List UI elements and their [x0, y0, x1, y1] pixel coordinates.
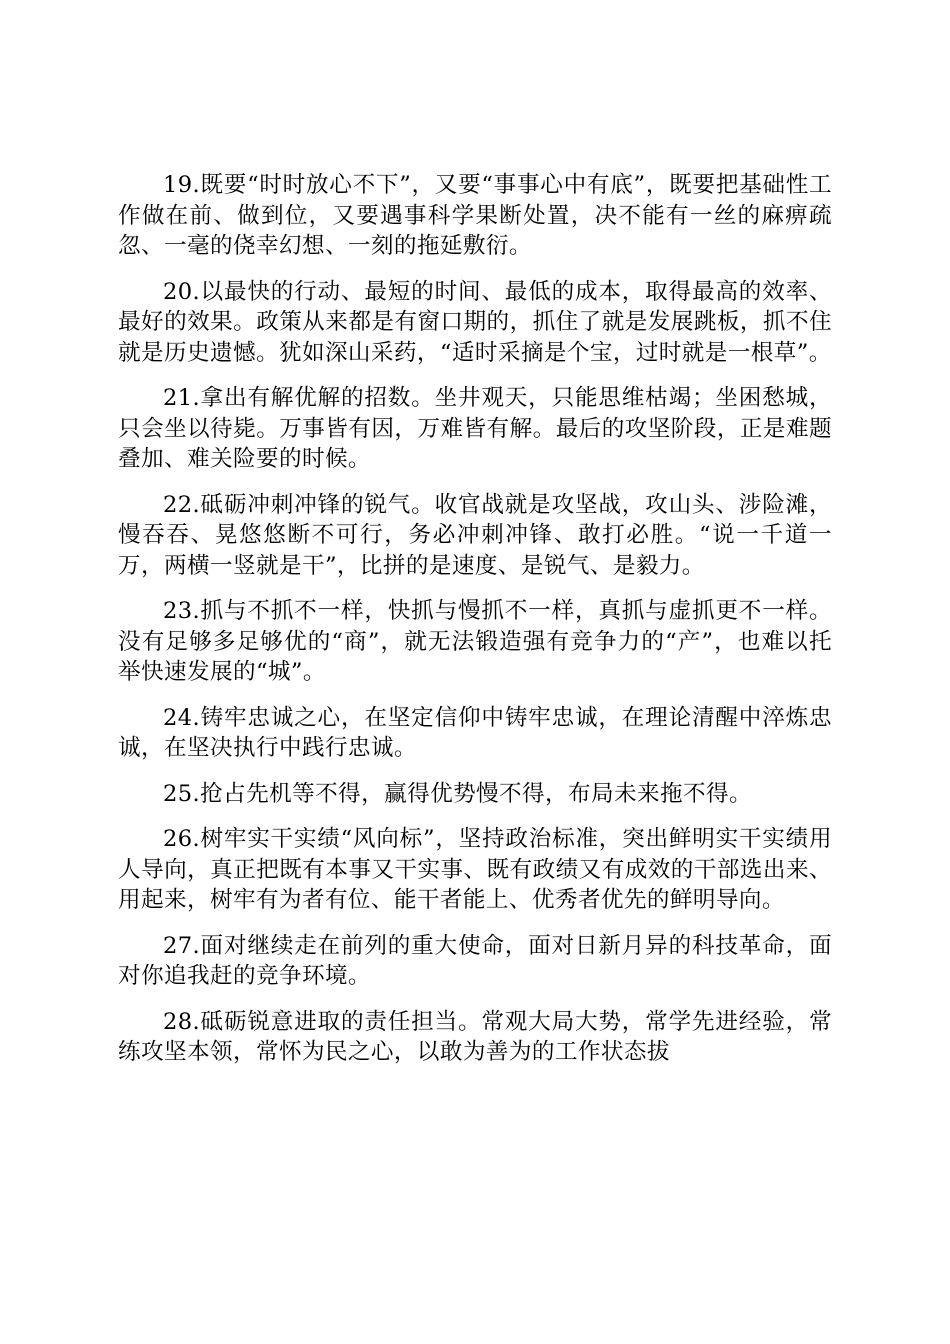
paragraph-28: 28.砥砺锐意进取的责任担当。常观大局大势，常学先进经验，常练攻坚本领，常怀为民之心，以敢为善为的工作状态拔 [118, 1008, 832, 1065]
paragraph-24: 24.铸牢忠诚之心，在坚定信仰中铸牢忠诚，在理论清醒中淬炼忠诚，在坚决执行中践行忠诚。 [118, 704, 832, 761]
paragraph-27: 27.面对继续走在前列的重大使命，面对日新月异的科技革命，面对你追我赶的竞争环境。 [118, 932, 832, 989]
paragraph-22: 22.砥砺冲刺冲锋的锐气。收官战就是攻坚战，攻山头、涉险滩，慢吞吞、晃悠悠断不可行，务必冲刺冲锋、敢打必胜。“说一千道一万，两横一竖就是干”，比拼的是速度、是锐气、是毅力。 [118, 491, 832, 579]
paragraph-20: 20.以最快的行动、最短的时间、最低的成本，取得最高的效率、最好的效果。政策从来都是有窗口期的，抓住了就是发展跳板，抓不住就是历史遗憾。犹如深山采药，“适时采摘是个宝，过时就是一根草”。 [118, 278, 832, 366]
paragraph-19: 19.既要“时时放心不下”，又要“事事心中有底”，既要把基础性工作做在前、做到位，又要遇事科学果断处置，决不能有一丝的麻痹疏忽、一毫的侥幸幻想、一刻的拖延敷衍。 [118, 172, 832, 259]
document-body [118, 170, 832, 1083]
paragraph-21: 21.拿出有解优解的招数。坐井观天，只能思维枯竭；坐困愁城，只会坐以待毙。万事皆有因，万难皆有解。最后的攻坚阶段，正是难题叠加、难关险要的时候。 [118, 385, 832, 472]
paragraph-25: 25.抢占先机等不得，赢得优势慢不得，布局未来拖不得。 [163, 780, 752, 807]
paragraph-23: 23.抓与不抓不一样，快抓与慢抓不一样，真抓与虚抓更不一样。没有足够多足够优的“商”，就无法锻造强有竞争力的“产”，也难以托举快速发展的“城”。 [118, 598, 832, 685]
paragraph-26: 26.树牢实干实绩“风向标”，坚持政治标准，突出鲜明实干实绩用人导向，真正把既有本事又干实事、既有政绩又有成效的干部选出来、用起来，树牢有为者有位、能干者能上、优秀者优先的鲜明导向。 [118, 826, 832, 913]
